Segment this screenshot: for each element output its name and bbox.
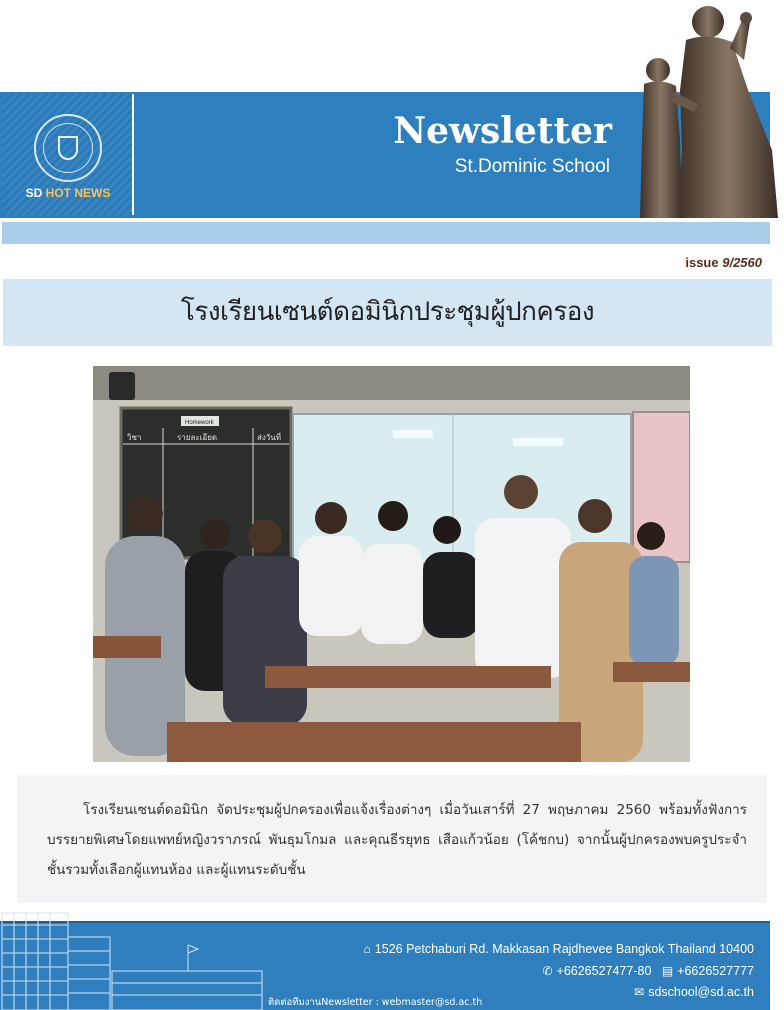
- school-seal-icon: [34, 114, 102, 182]
- home-icon: ⌂: [363, 942, 371, 956]
- headline-band: [3, 279, 772, 346]
- footer-contact[interactable]: ติดต่อทีมงานNewsletter : webmaster@sd.ac.th: [268, 997, 483, 1008]
- statue-icon: [620, 0, 784, 218]
- hot-news-badge: SD HOT NEWS: [25, 186, 111, 200]
- mail-icon: ✉: [634, 985, 645, 999]
- headline: โรงเรียนเซนต์ดอมินิกประชุมผู้ปกครอง: [180, 297, 595, 327]
- header-subband: [2, 222, 770, 244]
- svg-text:วิชา: วิชา: [127, 433, 142, 442]
- svg-text:Homework: Homework: [185, 420, 214, 426]
- svg-text:ส่งวันที่: ส่งวันที่: [257, 433, 282, 442]
- school-name: St.Dominic School: [454, 156, 610, 177]
- meeting-photo: [93, 366, 690, 762]
- article-body: โรงเรียนเซนต์ดอมินิก จัดประชุมผู้ปกครองเพื่อแจ้งเรื่องต่างๆ เมื่อวันเสาร์ที่ 27 พฤษภาคม 2560 พร้อมทั้งฟังการบรรยายพิเศษโดยแพทย์หญิงวราภรณ์ พันธุมโกมล และคุณธีรยุทธ เสือแก้วน้อย (โค้ชกบ) จากนั้นผู้ปกครองพบครูประจำชั้นรวมทั้งเลือกผู้แทนห้อง และผู้แทนระดับชั้น: [47, 802, 747, 878]
- svg-text:รายละเอียด: รายละเอียด: [177, 433, 218, 442]
- logo-panel: [2, 94, 134, 215]
- school-building-icon: [0, 905, 270, 1010]
- newsletter-title: Newsletter: [393, 110, 612, 152]
- footer-email[interactable]: ✉ sdschool@sd.ac.th: [634, 985, 754, 999]
- issue-label: issue 9/2560: [685, 255, 762, 270]
- article-box: [17, 775, 767, 903]
- fax-icon: ▤: [661, 964, 674, 978]
- phone-icon: ✆: [542, 964, 553, 978]
- footer-address: ⌂ 1526 Petchaburi Rd. Makkasan Rajdhevee Bangkok Thailand 10400: [363, 942, 754, 956]
- footer-phone-row: ✆ +6626527477-80 ▤ +6626527777: [542, 964, 754, 978]
